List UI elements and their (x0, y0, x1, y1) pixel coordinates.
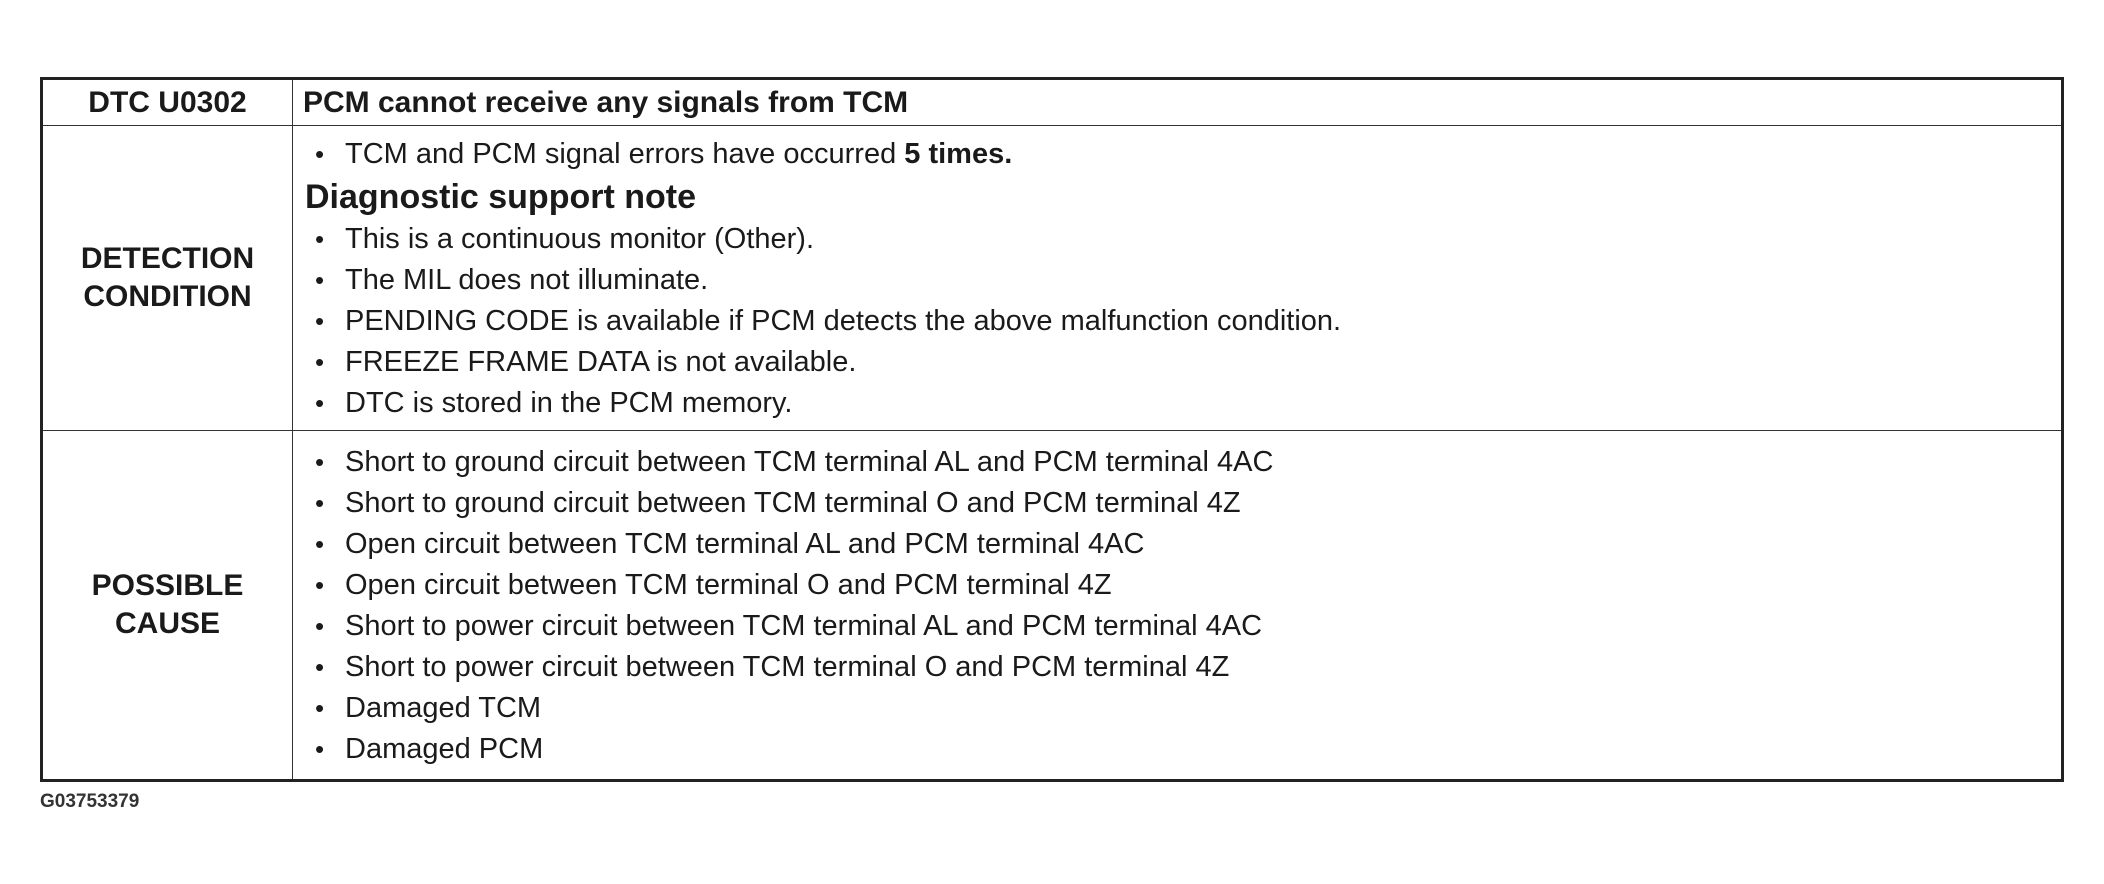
list-item: • Short to power circuit between TCM terminal AL and PCM terminal 4AC (303, 606, 2051, 647)
detection-condition-content (293, 126, 2063, 431)
list-item: • This is a continuous monitor (Other). (303, 219, 2051, 260)
list-item: • DTC is stored in the PCM memory. (303, 383, 2051, 424)
list-item: • Short to power circuit between TCM terminal O and PCM terminal 4Z (303, 647, 2051, 688)
dtc-description: PCM cannot receive any signals from TCM (293, 79, 2063, 126)
list-item: • The MIL does not illuminate. (303, 260, 2051, 301)
list-item: • PENDING CODE is available if PCM detects the above malfunction condition. (303, 301, 2051, 342)
detection-label-line2: CONDITION (83, 280, 252, 313)
list-item (303, 134, 2051, 175)
header-row (42, 79, 2063, 126)
possible-cause-label (42, 431, 293, 781)
list-item: • Damaged PCM (303, 729, 2051, 770)
possible-cause-content (293, 431, 2063, 781)
error-count: 5 times (904, 138, 1005, 170)
list-item: • Open circuit between TCM terminal AL and PCM terminal 4AC (303, 524, 2051, 565)
detection-condition-label (42, 126, 293, 431)
figure-id: G03753379 (40, 791, 140, 812)
list-item: • Open circuit between TCM terminal O and PCM terminal 4Z (303, 565, 2051, 606)
diagnostic-support-heading: Diagnostic support note (305, 178, 696, 216)
cause-label-line1: POSSIBLE (91, 569, 244, 602)
detection-list (303, 134, 2051, 175)
list-item: • Damaged TCM (303, 688, 2051, 729)
dtc-table (40, 77, 2064, 782)
detection-item-text: TCM and PCM signal errors have occurred (345, 138, 905, 170)
list-item: • FREEZE FRAME DATA is not available. (303, 342, 2051, 383)
cause-label-line2: CAUSE (114, 607, 220, 640)
diagnostic-notes-list (303, 219, 2051, 424)
possible-cause-list (303, 442, 2051, 770)
detection-item-period: . (1004, 138, 1013, 170)
detection-condition-row (42, 126, 2063, 431)
possible-cause-row (42, 431, 2063, 781)
detection-label-line1: DETECTION (80, 242, 255, 275)
list-item: • Short to ground circuit between TCM terminal O and PCM terminal 4Z (303, 483, 2051, 524)
list-item: • Short to ground circuit between TCM terminal AL and PCM terminal 4AC (303, 442, 2051, 483)
dtc-code: DTC U0302 (42, 79, 293, 126)
